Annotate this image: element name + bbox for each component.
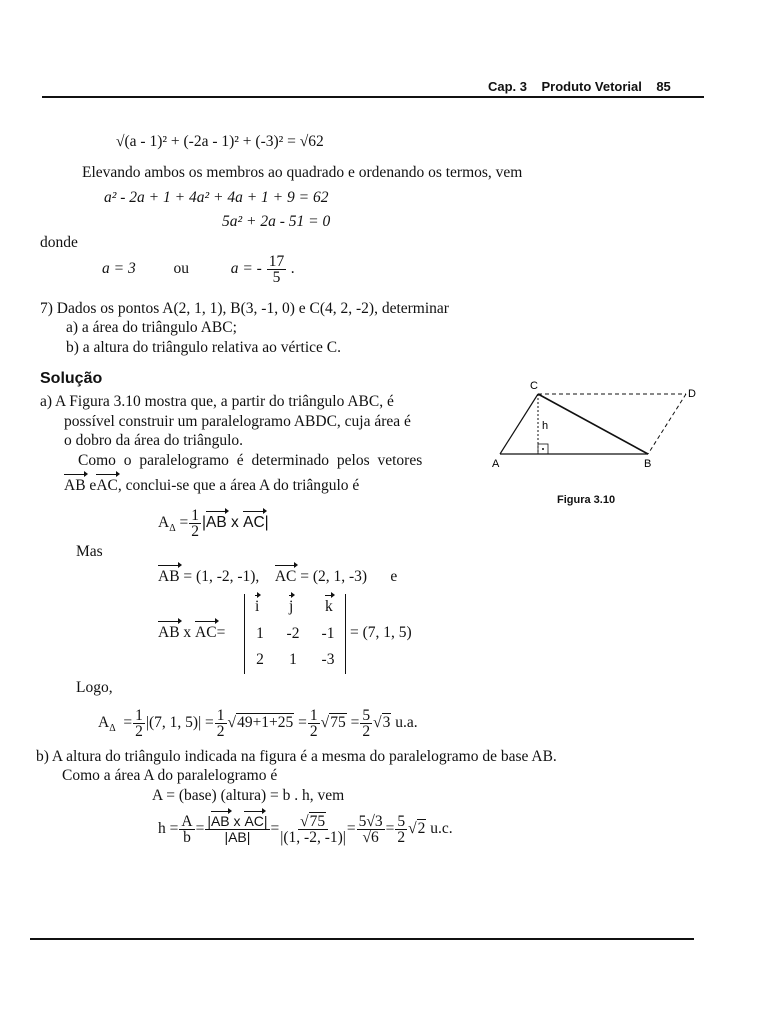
figure-label-b: B: [644, 458, 652, 470]
paragraph-logo: Logo,: [76, 679, 113, 696]
cross-product-result: = (7, 1, 5): [350, 624, 412, 641]
running-header: [488, 79, 671, 94]
paragraph-donde: donde: [40, 234, 78, 251]
chapter-title: Produto Vetorial: [541, 79, 642, 94]
problem-7-item-a: a) a área do triângulo ABC;: [66, 319, 237, 336]
determinant: i j k 1 -2 -1 2 1 -3: [244, 594, 346, 674]
vector-ab-2: AB: [158, 568, 180, 585]
figure-label-a: A: [492, 458, 500, 470]
equation-root: √(a - 1)² + (-2a - 1)² + (-3)² = √62: [116, 133, 324, 150]
figure-caption: Figura 3.10: [557, 494, 616, 506]
page-number: 85: [656, 79, 671, 94]
chapter-label: Cap. 3: [488, 79, 528, 94]
equation-expanded: a² - 2a + 1 + 4a² + 4a + 1 + 9 = 62: [104, 189, 329, 206]
part-a-line-3: o dobro da área do triângulo.: [64, 432, 244, 449]
height-formula: h = $\frac{A}{b}$ = $\frac{\text{|AB x AC|}}{|AB|}$ = $\frac{√75}{|(1, -2, -1)|}$ = $\frac{5√3}{√6}$ = $\frac{5}{2}$ √2 u.c.: [158, 813, 453, 846]
cross-product-lhs: AB x AC=: [158, 624, 226, 641]
vector-ac: AC: [96, 477, 118, 494]
part-a-line-1: a) A Figura 3.10 mostra que, a partir do triângulo ABC, é: [40, 393, 394, 410]
part-a-line-5: AB eAC, conclui-se que a área A do triângulo é: [64, 477, 360, 494]
equation-solutions: a = 3 ou a = - $\frac{17}{5}$ .: [102, 253, 295, 286]
part-a-line-2: possível construir um paralelogramo ABDC, cuja área é: [64, 413, 411, 430]
header-rule: [42, 96, 704, 98]
det-k: k: [325, 598, 333, 615]
figure-label-c: C: [530, 380, 538, 392]
problem-7-item-b: b) a altura do triângulo relativa ao vértice C.: [66, 339, 342, 356]
paragraph-mas: Mas: [76, 543, 103, 560]
area-triangle-formula: $A_\Delta$ = $\frac{1}{2}$ |AB x AC|: [158, 507, 269, 540]
det-i: i: [255, 598, 260, 615]
part-b-line-1: b) A altura do triângulo indicada na figura é a mesma do paralelogramo de base AB.: [36, 748, 557, 765]
paragraph-line: Elevando ambos os membros ao quadrado e ordenando os termos, vem: [82, 164, 523, 181]
vector-ac-2: AC: [274, 568, 297, 585]
area-final: $A_\Delta$ = $\frac{1}{2}$ |(7, 1, 5)| = $\frac{1}{2}$ √49+1+25 = $\frac{1}{2}$ √75 = $\frac{5}{2}$ √3 u.a.: [98, 707, 418, 740]
det-j: j: [289, 598, 294, 615]
solution-heading: Solução: [40, 370, 103, 387]
part-b-line-2: Como a área A do paralelogramo é: [62, 767, 278, 784]
vector-ab: AB: [64, 477, 86, 494]
figure-label-h: h: [542, 420, 549, 432]
equation-quadratic: 5a² + 2a - 51 = 0: [222, 213, 331, 230]
footer-rule: [30, 938, 694, 940]
figure-label-d: D: [688, 388, 696, 400]
figure-3-10: [488, 376, 708, 476]
part-b-line-3: A = (base) (altura) = b . h, vem: [152, 787, 345, 804]
vectors-line: AB = (1, -2, -1), AC = (2, 1, -3) e: [158, 568, 398, 585]
problem-7-statement: 7) Dados os pontos A(2, 1, 1), B(3, -1, 0) e C(4, 2, -2), determinar: [40, 300, 449, 317]
part-a-line-4: Como o paralelogramo é determinado pelos vetores: [78, 452, 423, 469]
